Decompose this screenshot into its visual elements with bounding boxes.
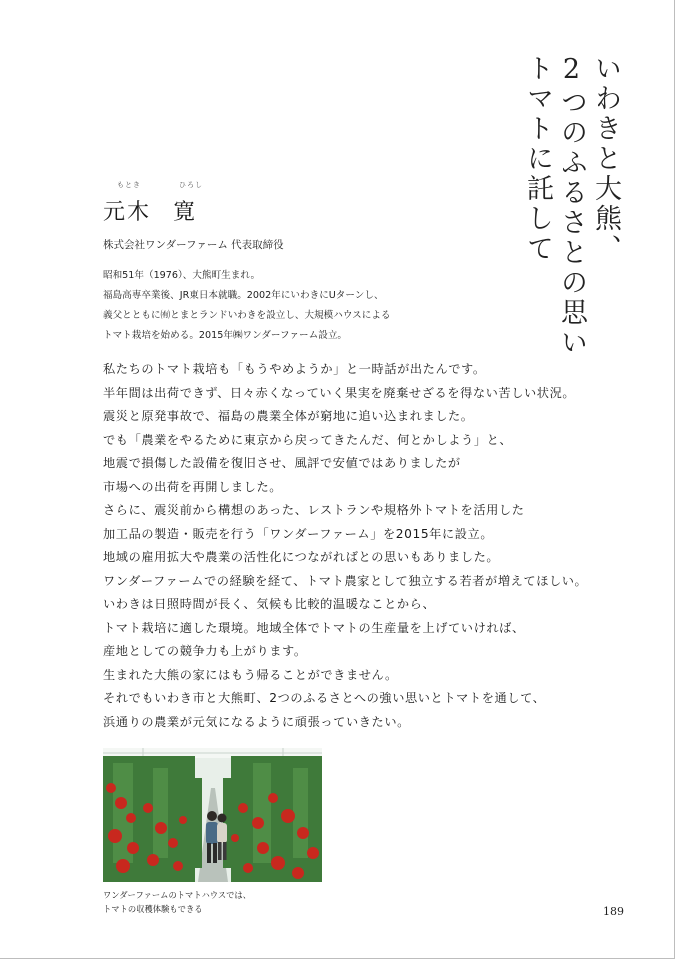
page-number: 189 xyxy=(603,905,624,918)
title-line-1: いわきと大熊、 xyxy=(590,54,621,264)
body-line: 加工品の製造・販売を行う「ワンダーファーム」を2015年に設立。 xyxy=(103,526,494,541)
bio-line: トマト栽培を始める。2015年㈱ワンダーファーム設立。 xyxy=(103,330,348,341)
article-body xyxy=(103,358,643,734)
person-name xyxy=(103,195,197,226)
body-line: 震災と原発事故で、福島の農業全体が窮地に追い込まれました。 xyxy=(103,409,474,423)
name-ruby-family: もとき xyxy=(117,181,141,189)
body-line: 私たちのトマト栽培も「もうやめようか」と一時話が出たんです。 xyxy=(103,362,486,376)
bio-line: 福島高専卒業後、JR東日本就職。2002年にいわきにUターンし、 xyxy=(103,290,384,301)
caption-line: トマトの収穫体験もできる xyxy=(103,904,203,914)
body-line: 市場への出荷を再開しました。 xyxy=(103,479,283,494)
name-ruby-given: ひろし xyxy=(179,181,203,189)
body-line: 浜通りの農業が元気になるように頑張っていきたい。 xyxy=(103,714,410,729)
person-role: 株式会社ワンダーファーム 代表取締役 xyxy=(103,239,284,251)
greenhouse-illustration xyxy=(103,748,322,882)
body-line: トマト栽培に適した環境。地域全体でトマトの生産量を上げていければ、 xyxy=(103,620,525,635)
title-line-2: 2つのふるさとの思い xyxy=(556,54,587,358)
body-line: 地域の雇用拡大や農業の活性化につながればとの思いもありました。 xyxy=(103,550,500,564)
greenhouse-photo xyxy=(103,748,322,882)
name-family: 元木 xyxy=(103,200,152,225)
caption-line: ワンダーファームのトマトハウスでは、 xyxy=(103,890,252,900)
body-line: 生まれた大熊の家にはもう帰ることができません。 xyxy=(103,667,398,682)
body-line: さらに、震災前から構想のあった、レストランや規格外トマトを活用した xyxy=(103,503,525,517)
body-line: いわきは日照時間が長く、気候も比較的温暖なことから、 xyxy=(103,597,436,611)
body-line: でも「農業をやるために東京から戻ってきたんだ、何とかしよう」と、 xyxy=(103,432,513,447)
name-ruby xyxy=(103,178,213,190)
photo-caption xyxy=(103,888,251,916)
bio-line: 昭和51年（1976）、大熊町生まれ。 xyxy=(103,270,261,281)
body-line: それでもいわき市と大熊町、2つのふるさとへの強い思いとトマトを通して、 xyxy=(103,691,546,705)
body-line: 地震で損傷した設備を復旧させ、風評で安値ではありましたが xyxy=(103,456,461,470)
bio-line: 義父とともに㈲とまとランドいわきを設立し、大規模ハウスによる xyxy=(103,310,391,321)
body-line: ワンダーファームでの経験を経て、トマト農家として独立する若者が増えてほしい。 xyxy=(103,573,588,588)
name-given: 寛 xyxy=(173,200,198,225)
body-line: 半年間は出荷できず、日々赤くなっていく果実を廃棄せざるを得ない苦しい状況。 xyxy=(103,385,576,400)
profile-bio xyxy=(103,266,523,346)
body-line: 産地としての競争力も上がります。 xyxy=(103,644,307,658)
title-line-3: トマトに託して xyxy=(522,54,553,264)
